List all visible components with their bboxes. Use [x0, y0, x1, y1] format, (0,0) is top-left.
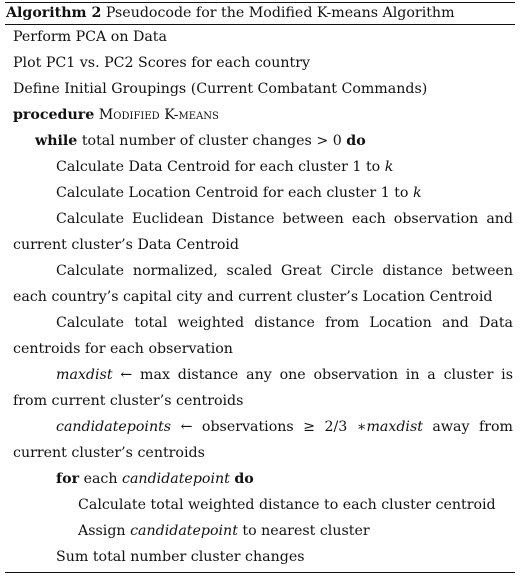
plot-scores-text: Plot PC1 vs. PC2 Scores for each country: [13, 55, 310, 71]
data-centroid-k: k: [384, 159, 394, 175]
assign-candidatepoint-var: candidatepoint: [130, 523, 238, 539]
line-sum-changes: [5, 544, 513, 570]
line-for-each: [5, 466, 513, 492]
for-candidatepoint-var: candidatepoint: [122, 471, 230, 487]
for-do-keyword: do: [234, 471, 254, 487]
procedure-name: Modified K-means: [98, 107, 219, 123]
line-total-weighted: [5, 310, 513, 362]
line-procedure: [5, 102, 513, 128]
initial-groupings-text: Define Initial Groupings (Current Combatant Commands): [13, 81, 428, 97]
line-great-circle: [5, 258, 513, 310]
line-perform-pca: [5, 24, 513, 50]
caption-text: Pseudocode for the Modified K-means Algorithm: [105, 5, 455, 21]
location-centroid-k: k: [413, 185, 422, 201]
sum-changes-text: Sum total number cluster changes: [56, 549, 305, 565]
while-keyword: while: [35, 133, 78, 149]
location-centroid-text: Calculate Location Centroid for each cluster 1 to: [56, 185, 409, 201]
candidatepoints-maxdist-var: maxdist: [366, 419, 423, 435]
candidatepoints-text-b: away from current cluster’s centroids: [13, 419, 513, 461]
line-location-centroid: [5, 180, 513, 206]
line-calc-total-weighted: [5, 492, 513, 518]
candidatepoints-text-a: ← observations ≥ 2/3 ∗: [180, 419, 367, 435]
total-weighted-text: Calculate total weighted distance from Location and Data centroids for each observation: [13, 315, 513, 357]
assign-suffix: to nearest cluster: [242, 523, 370, 539]
caption-label: Algorithm 2: [6, 5, 102, 21]
algorithm-caption: [6, 4, 455, 22]
great-circle-text: Calculate normalized, scaled Great Circle distance between each country’s capital city and current cluster’s Location Centroid: [13, 263, 513, 305]
while-condition: total number of cluster changes > 0: [81, 133, 342, 149]
maxdist-text: ← max distance any one observation in a cluster is from current cluster’s centroids: [13, 367, 513, 409]
procedure-keyword: procedure: [13, 107, 95, 123]
top-rule: [5, 2, 515, 3]
euclidean-text: Calculate Euclidean Distance between each observation and current cluster’s Data Centroid: [13, 211, 513, 253]
line-initial-groupings: [5, 76, 513, 102]
while-do-keyword: do: [346, 133, 366, 149]
data-centroid-text: Calculate Data Centroid for each cluster 1 to: [56, 159, 381, 175]
candidatepoints-var: candidatepoints: [56, 419, 172, 435]
calc-total-weighted-text: Calculate total weighted distance to each cluster centroid: [78, 497, 496, 513]
line-plot-scores: [5, 50, 513, 76]
line-euclidean: [5, 206, 513, 258]
for-keyword: for: [56, 471, 80, 487]
line-candidatepoints: [5, 414, 513, 466]
line-while: [5, 128, 513, 154]
line-data-centroid: [5, 154, 513, 180]
perform-pca-text: Perform PCA on Data: [13, 29, 167, 45]
algorithm-block: [5, 2, 515, 573]
maxdist-var: maxdist: [56, 367, 113, 383]
for-each-text: each: [83, 471, 118, 487]
assign-prefix: Assign: [78, 523, 126, 539]
line-assign: [5, 518, 513, 544]
algorithm-body: [5, 24, 513, 570]
line-maxdist: [5, 362, 513, 414]
bottom-rule: [5, 572, 515, 573]
